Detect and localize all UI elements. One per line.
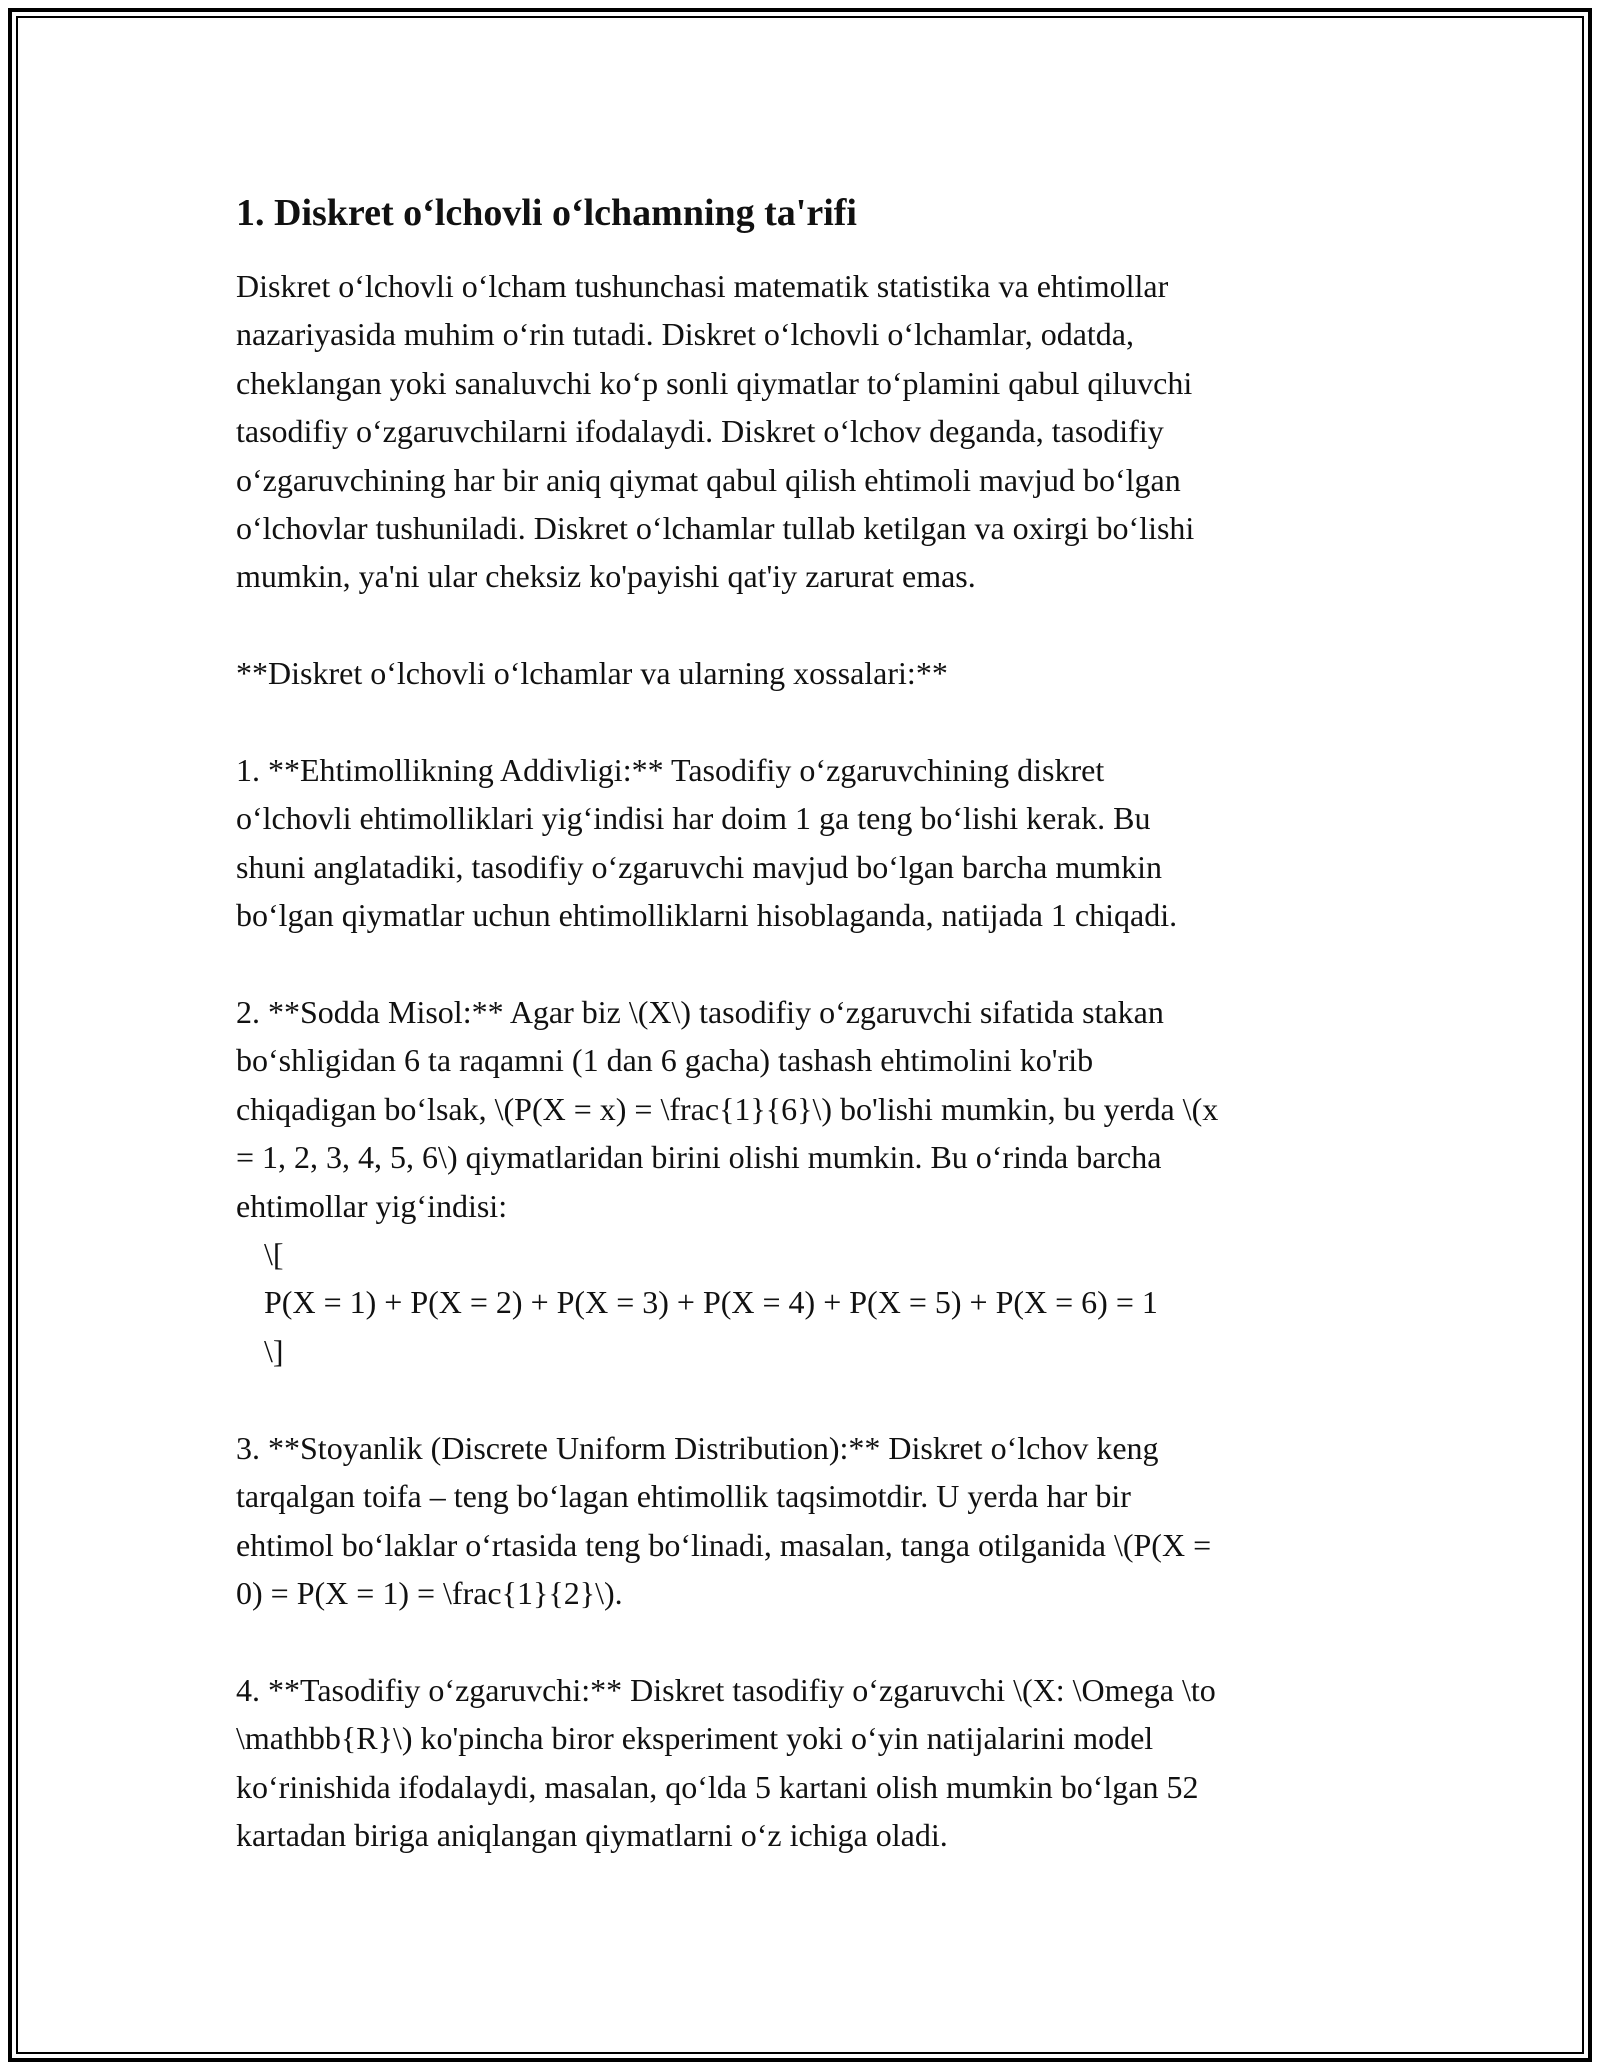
- text-line: o‘zgaruvchining har bir aniq qiymat qabul qilish ehtimoli mavjud bo‘lgan: [236, 461, 1181, 498]
- text-line: cheklangan yoki sanaluvchi ko‘p sonli qiymatlar to‘plamini qabul qiluvchi: [236, 364, 1193, 401]
- probability-sum-formula: [236, 1230, 1366, 1375]
- formula-line: P(X = 1) + P(X = 2) + P(X = 3) + P(X = 4) + P(X = 5) + P(X = 6) = 1: [264, 1284, 1158, 1321]
- text-line: ehtimollar yig‘indisi:: [236, 1187, 508, 1224]
- text-line: ehtimol bo‘laklar o‘rtasida teng bo‘linadi, masalan, tanga otilganida \(P(X =: [236, 1526, 1212, 1563]
- formula-line: \]: [264, 1332, 284, 1369]
- text-line: nazariyasida muhim o‘rin tutadi. Diskret o‘lchovli o‘lchamlar, odatda,: [236, 316, 1134, 353]
- text-line: kartadan biriga aniqlangan qiymatlarni o‘z ichiga oladi.: [236, 1816, 948, 1853]
- text-line: bo‘lgan qiymatlar uchun ehtimolliklarni hisoblaganda, natijada 1 chiqadi.: [236, 897, 1178, 934]
- paragraph-gap: [236, 698, 1366, 746]
- text-line: 1. **Ehtimollikning Addivligi:** Tasodifiy o‘zgaruvchining diskret: [236, 752, 1105, 789]
- intro-paragraph: [236, 262, 1366, 601]
- list-item-uniform-distribution: [236, 1424, 1366, 1618]
- text-line: 4. **Tasodifiy o‘zgaruvchi:** Diskret tasodifiy o‘zgaruvchi \(X: \Omega \to: [236, 1671, 1216, 1708]
- text-line: bo‘shligidan 6 ta raqamni (1 dan 6 gacha) tashash ehtimolini ko'rib: [236, 1042, 1094, 1079]
- properties-subheading: **Diskret o‘lchovli o‘lchamlar va ularning xossalari:**: [236, 655, 948, 692]
- text-line: tasodifiy o‘zgaruvchilarni ifodalaydi. Diskret o‘lchov deganda, tasodifiy: [236, 413, 1164, 450]
- text-line: Diskret o‘lchovli o‘lcham tushunchasi matematik statistika va ehtimollar: [236, 268, 1169, 304]
- text-line: o‘lchovli ehtimolliklari yig‘indisi har doim 1 ga teng bo‘lishi kerak. Bu: [236, 800, 1151, 837]
- text-line: 2. **Sodda Misol:** Agar biz \(X\) tasodifiy o‘zgaruvchi sifatida stakan: [236, 994, 1164, 1031]
- list-item-random-variable: [236, 1666, 1366, 1860]
- list-item-additivity: [236, 746, 1366, 940]
- text-line: \mathbb{R}\) ko'pincha biror eksperiment yoki o‘yin natijalarini model: [236, 1720, 1154, 1757]
- text-line: = 1, 2, 3, 4, 5, 6\) qiymatlaridan birini olishi mumkin. Bu o‘rinda barcha: [236, 1139, 1162, 1176]
- text-line: shuni anglatadiki, tasodifiy o‘zgaruvchi mavjud bo‘lgan barcha mumkin: [236, 848, 1162, 885]
- paragraph-gap: [236, 940, 1366, 988]
- text-line: ko‘rinishida ifodalaydi, masalan, qo‘lda 5 kartani olish mumkin bo‘lgan 52: [236, 1768, 1199, 1805]
- paragraph-gap: [236, 1375, 1366, 1423]
- text-line: o‘lchovlar tushuniladi. Diskret o‘lchamlar tullab ketilgan va oxirgi bo‘lishi: [236, 510, 1195, 547]
- paragraph-gap: [236, 601, 1366, 649]
- text-line: 0) = P(X = 1) = \frac{1}{2}\).: [236, 1574, 623, 1611]
- formula-line: \[: [264, 1236, 284, 1273]
- text-line: chiqadigan bo‘lsak, \(P(X = x) = \frac{1}{6}\) bo'lishi mumkin, bu yerda \(x: [236, 1090, 1219, 1127]
- text-line: mumkin, ya'ni ular cheksiz ko'payishi qat'iy zarurat emas.: [236, 558, 976, 595]
- list-item-simple-example: [236, 988, 1366, 1230]
- text-line: tarqalgan toifa – teng bo‘lagan ehtimollik taqsimotdir. U yerda har bir: [236, 1478, 1131, 1515]
- document-body: [236, 186, 1366, 1859]
- section-heading: 1. Diskret o‘lchovli o‘lchamning ta'rifi: [236, 192, 857, 234]
- text-line: 3. **Stoyanlik (Discrete Uniform Distribution):** Diskret o‘lchov keng: [236, 1429, 1159, 1466]
- paragraph-gap: [236, 1617, 1366, 1665]
